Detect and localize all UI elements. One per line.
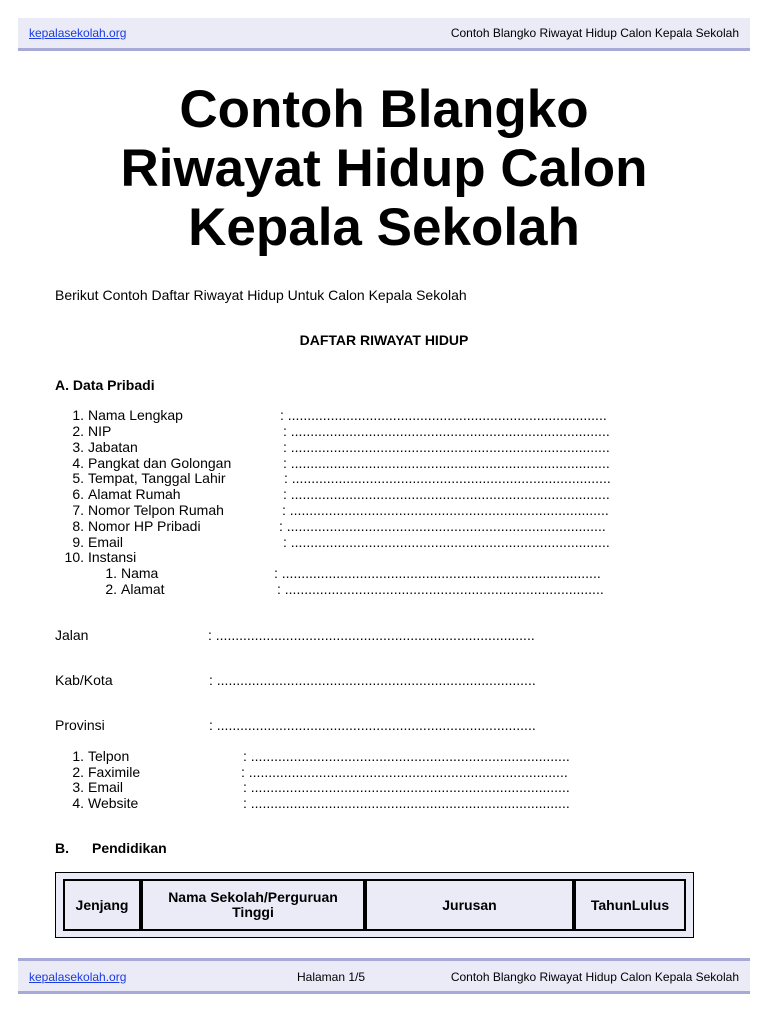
row-label: Tempat, Tanggal Lahir <box>88 470 226 486</box>
fill-line[interactable]: : .................................................................................. <box>279 518 606 534</box>
fill-line[interactable]: : .................................................................................. <box>209 717 536 733</box>
intro-text: Berikut Contoh Daftar Riwayat Hidup Untuk Calon Kepala Sekolah <box>55 287 467 303</box>
row-number: 6. <box>72 486 84 502</box>
table-header-cell: Nama Sekolah/Perguruan Tinggi <box>141 879 365 931</box>
row-number: 3. <box>72 439 84 455</box>
page-header <box>18 18 750 51</box>
row-label: Nama Lengkap <box>88 407 183 423</box>
page-number: Halaman 1/5 <box>297 970 366 984</box>
fill-line[interactable]: : .................................................................................. <box>243 779 570 795</box>
fill-line[interactable]: : .................................................................................. <box>208 627 535 643</box>
row-label: Kab/Kota <box>55 672 113 688</box>
row-label: Nomor HP Pribadi <box>88 518 201 534</box>
row-label: Provinsi <box>55 717 105 733</box>
fill-line[interactable]: : .................................................................................. <box>243 748 570 764</box>
table-header-cell: Jurusan <box>365 879 574 931</box>
title-line: Riwayat Hidup Calon <box>120 139 648 198</box>
row-label: Telpon <box>88 748 130 764</box>
row-number: 9. <box>72 534 84 550</box>
row-label: Email <box>88 534 124 550</box>
section-b-letter: B. <box>55 840 69 856</box>
title-line: Kepala Sekolah <box>188 198 580 257</box>
row-number: 2. <box>105 581 117 597</box>
fill-line[interactable]: : .................................................................................. <box>283 439 610 455</box>
section-a-heading: A. Data Pribadi <box>55 377 155 393</box>
row-label: NIP <box>88 423 112 439</box>
row-number: 3. <box>72 779 84 795</box>
row-label: Nama <box>121 565 159 581</box>
row-label: Email <box>88 779 124 795</box>
fill-line[interactable]: : .................................................................................. <box>283 423 610 439</box>
row-label: Alamat <box>121 581 165 597</box>
header-doc-title: Contoh Blangko Riwayat Hidup Calon Kepala Sekolah <box>450 26 739 40</box>
row-number: 4. <box>72 455 84 471</box>
row-label: Nomor Telpon Rumah <box>88 502 224 518</box>
row-label: Website <box>88 795 139 811</box>
footer-doc-title: Contoh Blangko Riwayat Hidup Calon Kepala Sekolah <box>450 970 739 984</box>
row-number: 8. <box>72 518 84 534</box>
row-number: 5. <box>72 470 84 486</box>
row-number: 10. <box>64 549 84 565</box>
header-site-link[interactable]: kepalasekolah.org <box>29 26 127 40</box>
row-number: 2. <box>72 764 84 780</box>
fill-line[interactable]: : .................................................................................. <box>283 455 610 471</box>
table-header-cell: TahunLulus <box>574 879 686 931</box>
fill-line[interactable]: : .................................................................................. <box>284 470 611 486</box>
row-number: 1. <box>105 565 117 581</box>
fill-line[interactable]: : .................................................................................. <box>283 534 610 550</box>
row-label: Alamat Rumah <box>88 486 181 502</box>
fill-line[interactable]: : .................................................................................. <box>274 565 601 581</box>
section-b-heading: Pendidikan <box>92 840 167 856</box>
fill-line[interactable]: : .................................................................................. <box>243 795 570 811</box>
row-number: 7. <box>72 502 84 518</box>
row-label: Pangkat dan Golongan <box>88 455 232 471</box>
title-line: Contoh Blangko <box>179 80 589 139</box>
page-footer <box>18 958 750 994</box>
document-title <box>0 80 768 257</box>
form-heading: DAFTAR RIWAYAT HIDUP <box>299 332 469 348</box>
row-label: Jabatan <box>88 439 138 455</box>
fill-line[interactable]: : .................................................................................. <box>209 672 536 688</box>
education-table <box>55 872 694 938</box>
fill-line[interactable]: : .................................................................................. <box>282 502 609 518</box>
fill-line[interactable]: : .................................................................................. <box>283 486 610 502</box>
table-header-cell: Jenjang <box>63 879 141 931</box>
row-label: Faximile <box>88 764 141 780</box>
row-number: 2. <box>72 423 84 439</box>
row-number: 1. <box>72 407 84 423</box>
row-number: 1. <box>72 748 84 764</box>
row-label: Instansi <box>88 549 137 565</box>
table-header-row <box>63 879 686 931</box>
row-number: 4. <box>72 795 84 811</box>
footer-site-link[interactable]: kepalasekolah.org <box>29 970 127 984</box>
fill-line[interactable]: : .................................................................................. <box>241 764 568 780</box>
row-label: Jalan <box>55 627 89 643</box>
fill-line[interactable]: : .................................................................................. <box>277 581 604 597</box>
fill-line[interactable]: : .................................................................................. <box>280 407 607 423</box>
